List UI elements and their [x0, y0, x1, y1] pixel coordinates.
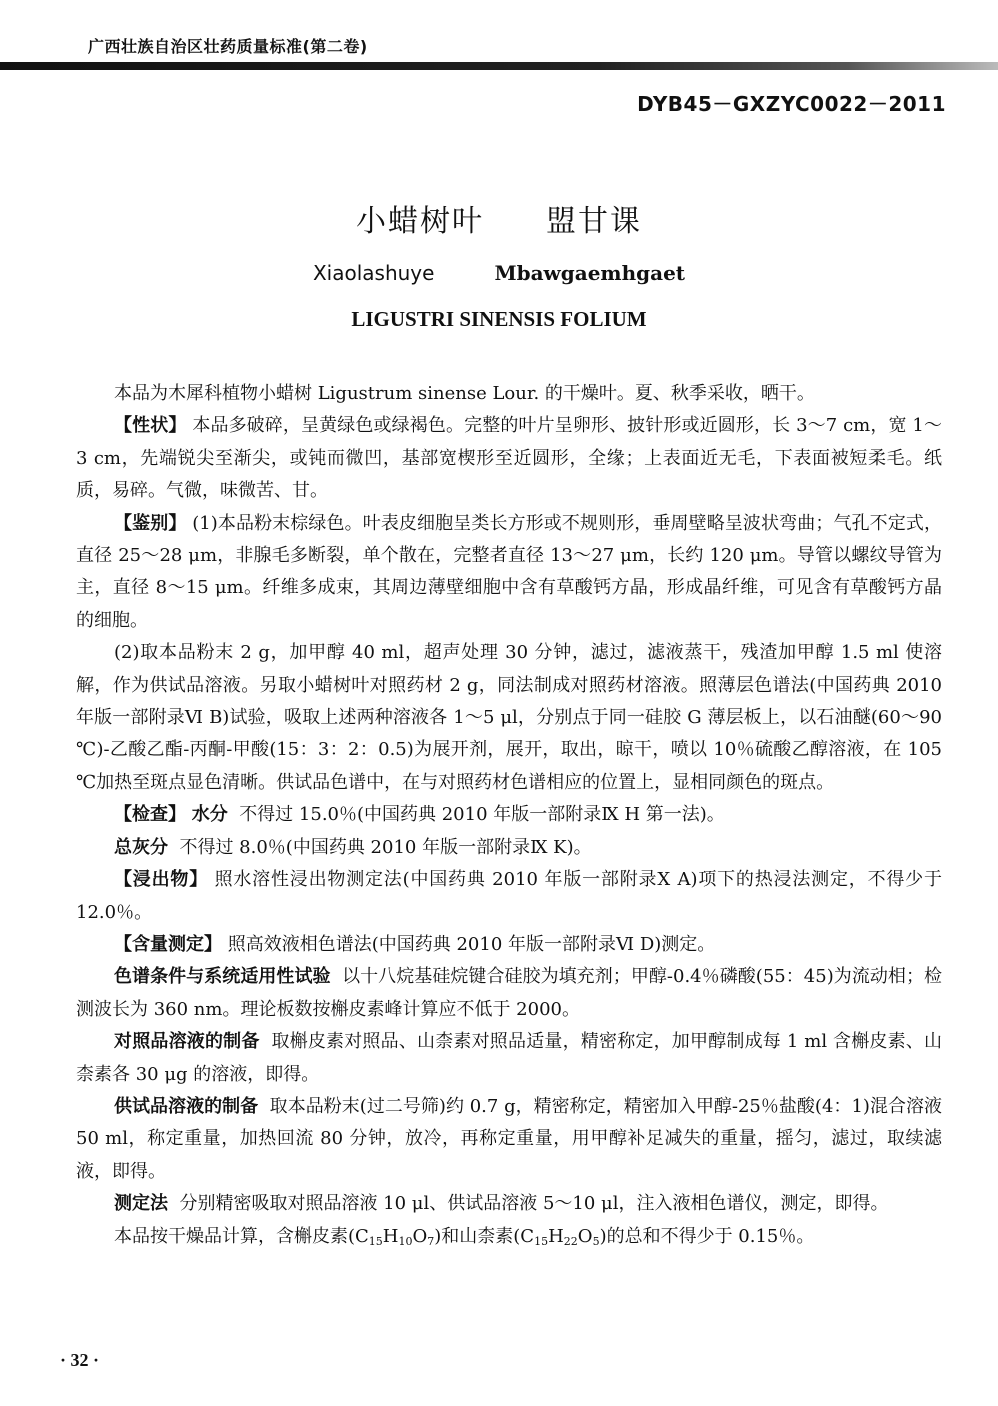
subscript: 22 [563, 1234, 578, 1248]
section-label: 【鉴别】 [114, 512, 187, 534]
paragraph-text: 以十八烷基硅烷键合硅胶为填充剂；甲醇-0.4％磷酸(55：45)为流动相；检测波长为 360 nm。理论板数按槲皮素峰计算应不低于 2000。 [76, 966, 943, 1020]
subscript: 5 [592, 1234, 600, 1248]
header-rule [0, 62, 998, 70]
paragraph-text: 不得过 8.0％(中国药典 2010 年版一部附录Ⅸ K)。 [179, 836, 592, 858]
description-paragraph [76, 410, 942, 507]
subscript: 15 [534, 1234, 549, 1248]
paragraph-text: 分别精密吸取对照品溶液 10 μl、供试品溶液 5～10 μl，注入液相色谱仪，测定，即得。 [179, 1193, 889, 1215]
item-label: 供试品溶液的制备 [114, 1095, 259, 1117]
item-label: 水分 [191, 804, 228, 826]
chinese-name: 小蜡树叶 [356, 204, 484, 239]
formula-element: O [412, 1225, 428, 1247]
item-label: 总灰分 [114, 836, 168, 858]
check-moisture-paragraph [76, 799, 942, 831]
subscript: 10 [398, 1234, 413, 1248]
conclusion-paragraph [76, 1221, 942, 1258]
procedure-paragraph [76, 1188, 942, 1220]
page-number: · 32 · [60, 1350, 100, 1370]
zhuang-latin-name: Mbawgaemhgaet [494, 261, 686, 285]
identification-paragraph-1 [76, 508, 942, 638]
chromatography-paragraph [76, 961, 942, 1026]
subscript: 7 [427, 1234, 435, 1248]
conclusion-text: 本品按干燥品计算，含槲皮素(C [114, 1225, 369, 1247]
formula-element: H [548, 1225, 564, 1247]
paragraph-text: 照水溶性浸出物测定法(中国药典 2010 年版一部附录Ⅹ A)项下的热浸法测定，不得少于 12.0％。 [76, 869, 942, 923]
reference-solution-paragraph [76, 1026, 942, 1091]
paragraph-text: 本品多破碎，呈黄绿色或绿褐色。完整的叶片呈卵形、披针形或近圆形，长 3～7 cm，宽 1～3 cm，先端锐尖至渐尖，或钝而微凹，基部宽楔形至近圆形，全缘；上表面近无毛，下表面被短柔毛。纸质，易碎。气微，味微苦、甘。 [76, 415, 942, 502]
assay-paragraph [76, 929, 942, 961]
paragraph-text: 取本品粉末(过二号筛)约 0.7 g，精密称定，精密加入甲醇-25％盐酸(4：1)混合溶液 50 ml，称定重量，加热回流 80 分钟，放冷，再称定重量，用甲醇补足减失的重量，摇匀，滤过，取续滤液，即得。 [76, 1095, 943, 1182]
page-title [0, 196, 998, 240]
zhuang-name: 盟甘课 [546, 204, 642, 239]
standard-code: DYB45－GXZYC0022－2011 [637, 92, 946, 116]
source-paragraph: 本品为木犀科植物小蜡树 Ligustrum sinense Lour. 的干燥叶。夏、秋季采收，晒干。 [114, 383, 815, 404]
conclusion-text: )和山柰素(C [434, 1225, 535, 1247]
section-label: 【检查】 [114, 804, 186, 826]
paragraph-text: 取槲皮素对照品、山柰素对照品适量，精密称定，加甲醇制成每 1 ml 含槲皮素、山柰素各 30 μg 的溶液，即得。 [76, 1031, 942, 1085]
monograph-body [76, 378, 942, 1258]
latin-name: LIGUSTRI SINENSIS FOLIUM [351, 307, 647, 331]
pinyin-name: Xiaolashuye [312, 261, 435, 285]
section-label: 【性状】 [114, 415, 187, 437]
section-label: 【浸出物】 [114, 869, 209, 891]
paragraph-text: 不得过 15.0％(中国药典 2010 年版一部附录Ⅸ H 第一法)。 [239, 804, 725, 826]
formula-element: H [382, 1225, 399, 1247]
paragraph-text: (1)本品粉末棕绿色。叶表皮细胞呈类长方形或不规则形，垂周壁略呈波状弯曲；气孔不定式，直径 25～28 μm，非腺毛多断裂，单个散在，完整者直径 13～27 μm，长约 120 μm。导管以螺纹导管为主，直径 8～15 μm。纤维多成束，其周边薄壁细胞中含有草酸钙方晶，形成晶纤维，可见含有草酸钙方晶的细胞。 [76, 512, 942, 631]
extractive-paragraph [76, 864, 942, 929]
item-label: 测定法 [114, 1193, 168, 1215]
formula-element: O [577, 1225, 593, 1247]
item-label: 对照品溶液的制备 [114, 1031, 260, 1053]
item-label: 色谱条件与系统适用性试验 [114, 966, 331, 988]
identification-paragraph-2: (2)取本品粉末 2 g，加甲醇 40 ml，超声处理 30 分钟，滤过，滤液蒸干，残渣加甲醇 1.5 ml 使溶解，作为供试品溶液。另取小蜡树叶对照药材 2 g，同法制成对照药材溶液。照薄层色谱法(中国药典 2010 年版一部附录Ⅵ B)试验，吸取上述两种溶液各 1～5 μl，分别点于同一硅胶 G 薄层板上，以石油醚(60～90 ℃)-乙酸乙酯-丙酮-甲酸(15：3：2：0.5)为展开剂，展开，取出，晾干，喷以 10％硫酸乙醇溶液，在 105 ℃加热至斑点显色清晰。供试品色谱中，在与对照药材色谱相应的位置上，显相同颜色的斑点。 [76, 642, 942, 793]
subscript: 15 [368, 1234, 383, 1248]
check-ash-paragraph [76, 832, 942, 864]
running-head: 广西壮族自治区壮药质量标准(第二卷) [88, 37, 368, 56]
section-label: 【含量测定】 [114, 933, 222, 955]
conclusion-text: )的总和不得少于 0.15％。 [599, 1225, 815, 1247]
subtitle [0, 261, 998, 285]
paragraph-text: 照高效液相色谱法(中国药典 2010 年版一部附录Ⅵ D)测定。 [227, 933, 716, 955]
test-solution-paragraph [76, 1091, 942, 1188]
